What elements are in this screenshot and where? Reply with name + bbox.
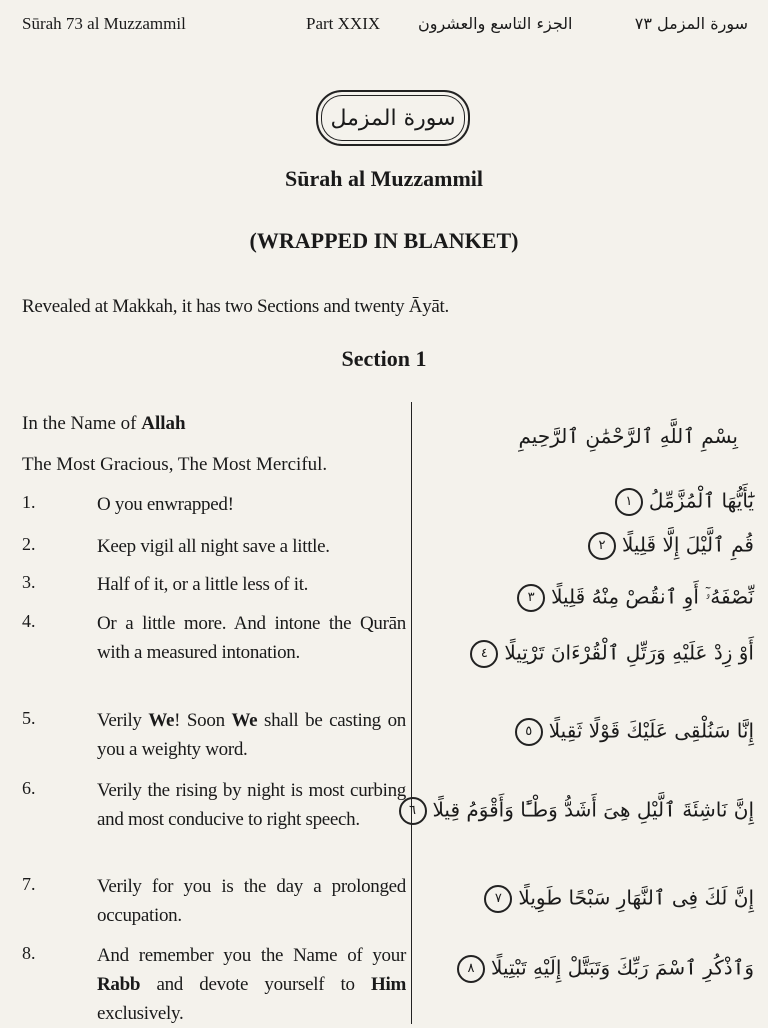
header-surah-label: Sūrah 73 al Muzzammil: [22, 14, 186, 33]
surah-title: Sūrah al Muzzammil: [285, 166, 483, 191]
verse-english: O you enwrapped!: [97, 494, 234, 515]
verse-arabic-text: نِّصْفَهُۥٓ أَوِ ٱنقُصْ مِنْهُ قَلِيلًا: [551, 584, 754, 609]
header-arabic-surah: سورة المزمل ٧٣: [634, 14, 748, 33]
page-header: [0, 14, 768, 42]
verse-arabic-text: وَٱذْكُرِ ٱسْمَ رَبِّكَ وَتَبَتَّلْ إِلَيْهِ تَبْتِيلًا: [491, 955, 754, 980]
verse-arabic-text: إِنَّ نَاشِئَةَ ٱلَّيْلِ هِىَ أَشَدُّ وَطْـًٔا وَأَقْوَمُ قِيلًا: [432, 797, 754, 822]
verse-number: 5.: [22, 708, 36, 728]
verse-arabic: [399, 797, 755, 825]
verse-english: Verily the rising by night is most curbing and most conducive to right speech.: [97, 780, 406, 830]
verse-arabic: [484, 885, 754, 913]
verse-arabic: [517, 584, 754, 612]
verse-arabic: [615, 488, 754, 516]
ayah-end-marker-icon: ١: [615, 488, 643, 516]
ayah-end-marker-icon: ٥: [515, 718, 543, 746]
verse-arabic-text: أَوْ زِدْ عَلَيْهِ وَرَتِّلِ ٱلْقُرْءَانَ تَرْتِيلًا: [504, 640, 754, 665]
verse-arabic-text: إِنَّ لَكَ فِى ٱلنَّهَارِ سَبْحًا طَوِيلًا: [518, 885, 754, 910]
verse-english: Verily We! Soon We shall be casting on you a weighty word.: [97, 710, 407, 760]
verse-number: 7.: [22, 874, 36, 894]
verse-english: Or a little more. And intone the Qurān with a measured intonation.: [97, 613, 406, 663]
ayah-end-marker-icon: ٤: [470, 640, 498, 668]
verse-number: 6.: [22, 778, 36, 798]
bismillah-english-line2: The Most Gracious, The Most Merciful.: [22, 454, 328, 475]
verse-number: 2.: [22, 534, 36, 554]
verse-arabic: [515, 718, 754, 746]
verse-number: 3.: [22, 572, 36, 592]
column-divider: [411, 402, 412, 1024]
ayah-end-marker-icon: ٢: [588, 532, 616, 560]
verse-english: Verily for you is the day a prolonged occupation.: [97, 876, 406, 926]
bismillah-english-line1: [22, 413, 186, 435]
verse-number: 8.: [22, 943, 36, 963]
verse-number: 4.: [22, 611, 36, 631]
verse-number: 1.: [22, 492, 36, 512]
bismillah-prefix: In the Name of: [22, 413, 142, 434]
revelation-note: Revealed at Makkah, it has two Sections and twenty Āyāt.: [22, 296, 449, 317]
verse-arabic-text: قُمِ ٱلَّيْلَ إِلَّا قَلِيلًا: [621, 532, 754, 557]
verse-arabic: [588, 532, 754, 560]
verse-arabic-text: يَٰٓأَيُّهَا ٱلْمُزَّمِّلُ: [648, 488, 754, 513]
header-arabic-part: الجزء التاسع والعشرون: [418, 14, 573, 33]
verse-arabic: [457, 955, 754, 983]
verse-english: Keep vigil all night save a little.: [97, 536, 330, 557]
bismillah-allah: Allah: [141, 413, 186, 434]
bismillah-arabic: بِسْمِ ٱللَّهِ ٱلرَّحْمَٰنِ ٱلرَّحِيمِ: [518, 424, 738, 448]
ayah-end-marker-icon: ٨: [457, 955, 485, 983]
ayah-end-marker-icon: ٦: [399, 797, 427, 825]
section-heading: Section 1: [341, 346, 427, 371]
surah-subtitle: (WRAPPED IN BLANKET): [249, 228, 519, 253]
ayah-end-marker-icon: ٧: [484, 885, 512, 913]
header-part-label: Part XXIX: [306, 14, 381, 33]
ayah-end-marker-icon: ٣: [517, 584, 545, 612]
verse-english: And remember you the Name of your Rabb and devote yourself to Him exclusively.: [97, 945, 406, 1024]
verse-english: Half of it, or a little less of it.: [97, 574, 309, 595]
surah-title-cartouche: سورة المزمل: [316, 90, 470, 146]
verse-arabic: [470, 640, 754, 668]
verse-arabic-text: إِنَّا سَنُلْقِى عَلَيْكَ قَوْلًا ثَقِيلًا: [548, 718, 754, 743]
